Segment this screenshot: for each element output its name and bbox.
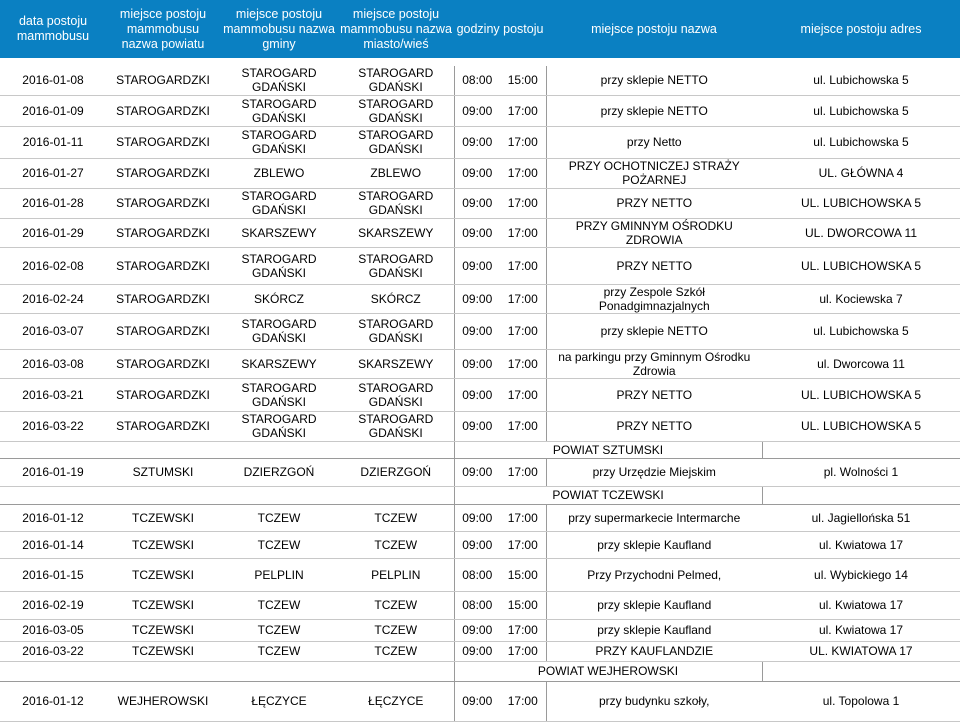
time-from-cell: 09:00 [454,158,500,188]
table-row [0,411,960,441]
miasto-cell: SKARSZEWY [338,218,454,247]
miasto-cell: STAROGARD GDAŃSKI [338,95,454,126]
place-cell: PRZY NETTO [546,247,762,284]
gmina-cell: PELPLIN [220,558,338,591]
gmina-cell: STAROGARD GDAŃSKI [220,188,338,218]
address-cell: ul. Lubichowska 5 [762,66,960,95]
time-to-cell: 17:00 [500,411,546,441]
powiat-cell: TCZEWSKI [106,591,220,619]
address-cell: ul. Lubichowska 5 [762,95,960,126]
time-from-cell: 09:00 [454,531,500,558]
date-cell: 2016-01-08 [0,66,106,95]
date-cell: 2016-01-11 [0,126,106,158]
miasto-cell: TCZEW [338,591,454,619]
address-cell: ul. Kociewska 7 [762,284,960,313]
time-from-cell: 08:00 [454,591,500,619]
address-cell: UL. LUBICHOWSKA 5 [762,411,960,441]
table-row [0,158,960,188]
time-to-cell: 17:00 [500,313,546,349]
gmina-cell: STAROGARD GDAŃSKI [220,66,338,95]
col-gmina-header: miejsce postoju mammobusu nazwa gminy [220,0,338,58]
gmina-cell: STAROGARD GDAŃSKI [220,378,338,411]
date-cell: 2016-01-29 [0,218,106,247]
address-cell: ul. Kwiatowa 17 [762,531,960,558]
time-from-cell: 09:00 [454,349,500,378]
miasto-cell: STAROGARD GDAŃSKI [338,378,454,411]
miasto-cell: TCZEW [338,504,454,531]
table-row [0,126,960,158]
date-cell: 2016-03-22 [0,411,106,441]
powiat-cell: STAROGARDZKI [106,126,220,158]
table-row [0,558,960,591]
place-cell: Przy Przychodni Pelmed, [546,558,762,591]
time-from-cell: 09:00 [454,188,500,218]
gmina-cell: SKÓRCZ [220,284,338,313]
time-from-cell: 09:00 [454,126,500,158]
time-to-cell: 17:00 [500,349,546,378]
section-header-row [0,441,960,458]
table-row [0,378,960,411]
gmina-cell: TCZEW [220,591,338,619]
date-cell: 2016-01-12 [0,504,106,531]
time-from-cell: 09:00 [454,313,500,349]
date-cell: 2016-03-05 [0,619,106,641]
place-cell: przy sklepie NETTO [546,313,762,349]
table-row [0,349,960,378]
time-to-cell: 17:00 [500,378,546,411]
time-from-cell: 09:00 [454,458,500,486]
gmina-cell: STAROGARD GDAŃSKI [220,95,338,126]
powiat-cell: TCZEWSKI [106,558,220,591]
address-cell: ul. Kwiatowa 17 [762,591,960,619]
time-to-cell: 17:00 [500,126,546,158]
time-from-cell: 09:00 [454,378,500,411]
gmina-cell: TCZEW [220,531,338,558]
powiat-cell: STAROGARDZKI [106,349,220,378]
time-to-cell: 17:00 [500,188,546,218]
place-cell: PRZY NETTO [546,188,762,218]
place-cell: PRZY GMINNYM OŚRODKU ZDROWIA [546,218,762,247]
date-cell: 2016-02-24 [0,284,106,313]
date-cell: 2016-03-08 [0,349,106,378]
time-from-cell: 08:00 [454,66,500,95]
place-cell: PRZY NETTO [546,411,762,441]
place-cell: przy Zespole Szkół Ponadgimnazjalnych [546,284,762,313]
time-to-cell: 17:00 [500,218,546,247]
address-cell: UL. GŁÓWNA 4 [762,158,960,188]
place-cell: przy sklepie Kaufland [546,619,762,641]
powiat-cell: STAROGARDZKI [106,95,220,126]
gmina-cell: STAROGARD GDAŃSKI [220,411,338,441]
table-row [0,504,960,531]
miasto-cell: STAROGARD GDAŃSKI [338,411,454,441]
address-cell: ul. Kwiatowa 17 [762,619,960,641]
schedule-body [0,58,960,721]
address-cell: UL. LUBICHOWSKA 5 [762,247,960,284]
header-row [0,0,960,58]
section-title: POWIAT TCZEWSKI [454,486,762,504]
time-from-cell: 09:00 [454,681,500,721]
time-to-cell: 17:00 [500,641,546,661]
date-cell: 2016-02-08 [0,247,106,284]
miasto-cell: STAROGARD GDAŃSKI [338,313,454,349]
gmina-cell: STAROGARD GDAŃSKI [220,247,338,284]
place-cell: PRZY KAUFLANDZIE [546,641,762,661]
table-row [0,313,960,349]
address-cell: UL. LUBICHOWSKA 5 [762,378,960,411]
time-to-cell: 17:00 [500,504,546,531]
time-to-cell: 17:00 [500,619,546,641]
powiat-cell: STAROGARDZKI [106,188,220,218]
address-cell: ul. Wybickiego 14 [762,558,960,591]
time-from-cell: 09:00 [454,218,500,247]
powiat-cell: STAROGARDZKI [106,66,220,95]
col-place-header: miejsce postoju nazwa [546,0,762,58]
gmina-cell: TCZEW [220,619,338,641]
time-from-cell: 09:00 [454,247,500,284]
powiat-cell: STAROGARDZKI [106,247,220,284]
miasto-cell: TCZEW [338,619,454,641]
powiat-cell: TCZEWSKI [106,504,220,531]
date-cell: 2016-01-28 [0,188,106,218]
powiat-cell: WEJHEROWSKI [106,681,220,721]
miasto-cell: STAROGARD GDAŃSKI [338,247,454,284]
miasto-cell: ZBLEWO [338,158,454,188]
date-cell: 2016-01-14 [0,531,106,558]
gmina-cell: ZBLEWO [220,158,338,188]
date-cell: 2016-01-12 [0,681,106,721]
powiat-cell: STAROGARDZKI [106,158,220,188]
place-cell: PRZY OCHOTNICZEJ STRAŻY POŻARNEJ [546,158,762,188]
powiat-cell: STAROGARDZKI [106,378,220,411]
time-from-cell: 09:00 [454,641,500,661]
time-to-cell: 15:00 [500,66,546,95]
table-row [0,66,960,95]
miasto-cell: SKÓRCZ [338,284,454,313]
place-cell: przy Urzędzie Miejskim [546,458,762,486]
time-to-cell: 17:00 [500,284,546,313]
time-from-cell: 09:00 [454,619,500,641]
address-cell: UL. DWORCOWA 11 [762,218,960,247]
address-cell: ul. Lubichowska 5 [762,126,960,158]
time-to-cell: 17:00 [500,531,546,558]
place-cell: PRZY NETTO [546,378,762,411]
gmina-cell: STAROGARD GDAŃSKI [220,313,338,349]
powiat-cell: TCZEWSKI [106,531,220,558]
table-row [0,531,960,558]
section-title: POWIAT SZTUMSKI [454,441,762,458]
place-cell: przy sklepie NETTO [546,66,762,95]
col-miasto-header: miejsce postoju mammobusu nazwa miasto/wieś [338,0,454,58]
place-cell: przy sklepie Kaufland [546,591,762,619]
address-cell: ul. Dworcowa 11 [762,349,960,378]
miasto-cell: SKARSZEWY [338,349,454,378]
table-row [0,247,960,284]
miasto-cell: PELPLIN [338,558,454,591]
time-from-cell: 09:00 [454,504,500,531]
time-from-cell: 08:00 [454,558,500,591]
gmina-cell: ŁĘCZYCE [220,681,338,721]
powiat-cell: STAROGARDZKI [106,284,220,313]
col-powiat-header: miejsce postoju mammobusu nazwa powiatu [106,0,220,58]
date-cell: 2016-03-07 [0,313,106,349]
powiat-cell: STAROGARDZKI [106,411,220,441]
table-row [0,641,960,661]
place-cell: przy Netto [546,126,762,158]
date-cell: 2016-03-22 [0,641,106,661]
col-date-header: data postoju mammobusu [0,0,106,58]
table-row [0,458,960,486]
place-cell: na parkingu przy Gminnym Ośrodku Zdrowia [546,349,762,378]
date-cell: 2016-03-21 [0,378,106,411]
miasto-cell: STAROGARD GDAŃSKI [338,188,454,218]
time-to-cell: 17:00 [500,158,546,188]
powiat-cell: SZTUMSKI [106,458,220,486]
gmina-cell: SKARSZEWY [220,218,338,247]
section-header-row [0,486,960,504]
gmina-cell: TCZEW [220,504,338,531]
time-to-cell: 17:00 [500,95,546,126]
powiat-cell: TCZEWSKI [106,619,220,641]
address-cell: ul. Lubichowska 5 [762,313,960,349]
address-cell: UL. KWIATOWA 17 [762,641,960,661]
time-to-cell: 17:00 [500,681,546,721]
date-cell: 2016-01-15 [0,558,106,591]
place-cell: przy sklepie NETTO [546,95,762,126]
miasto-cell: DZIERZGOŃ [338,458,454,486]
col-hours-header: godziny postoju [454,0,546,58]
table-row [0,284,960,313]
time-from-cell: 09:00 [454,411,500,441]
date-cell: 2016-01-27 [0,158,106,188]
section-header-row [0,661,960,681]
miasto-cell: TCZEW [338,531,454,558]
table-row [0,591,960,619]
gmina-cell: SKARSZEWY [220,349,338,378]
powiat-cell: STAROGARDZKI [106,313,220,349]
address-cell: ul. Topolowa 1 [762,681,960,721]
miasto-cell: ŁĘCZYCE [338,681,454,721]
time-to-cell: 15:00 [500,558,546,591]
time-to-cell: 17:00 [500,458,546,486]
miasto-cell: STAROGARD GDAŃSKI [338,66,454,95]
section-title: POWIAT WEJHEROWSKI [454,661,762,681]
table-row [0,218,960,247]
date-cell: 2016-01-09 [0,95,106,126]
gmina-cell: TCZEW [220,641,338,661]
date-cell: 2016-01-19 [0,458,106,486]
place-cell: przy sklepie Kaufland [546,531,762,558]
place-cell: przy supermarkecie Intermarche [546,504,762,531]
gmina-cell: STAROGARD GDAŃSKI [220,126,338,158]
address-cell: pl. Wolności 1 [762,458,960,486]
gmina-cell: DZIERZGOŃ [220,458,338,486]
time-from-cell: 09:00 [454,284,500,313]
time-to-cell: 15:00 [500,591,546,619]
address-cell: UL. LUBICHOWSKA 5 [762,188,960,218]
powiat-cell: TCZEWSKI [106,641,220,661]
table-row [0,95,960,126]
col-address-header: miejsce postoju adres [762,0,960,58]
table-row [0,188,960,218]
powiat-cell: STAROGARDZKI [106,218,220,247]
table-row [0,681,960,721]
time-from-cell: 09:00 [454,95,500,126]
place-cell: przy budynku szkoły, [546,681,762,721]
date-cell: 2016-02-19 [0,591,106,619]
time-to-cell: 17:00 [500,247,546,284]
table-row [0,619,960,641]
miasto-cell: TCZEW [338,641,454,661]
address-cell: ul. Jagiellońska 51 [762,504,960,531]
miasto-cell: STAROGARD GDAŃSKI [338,126,454,158]
